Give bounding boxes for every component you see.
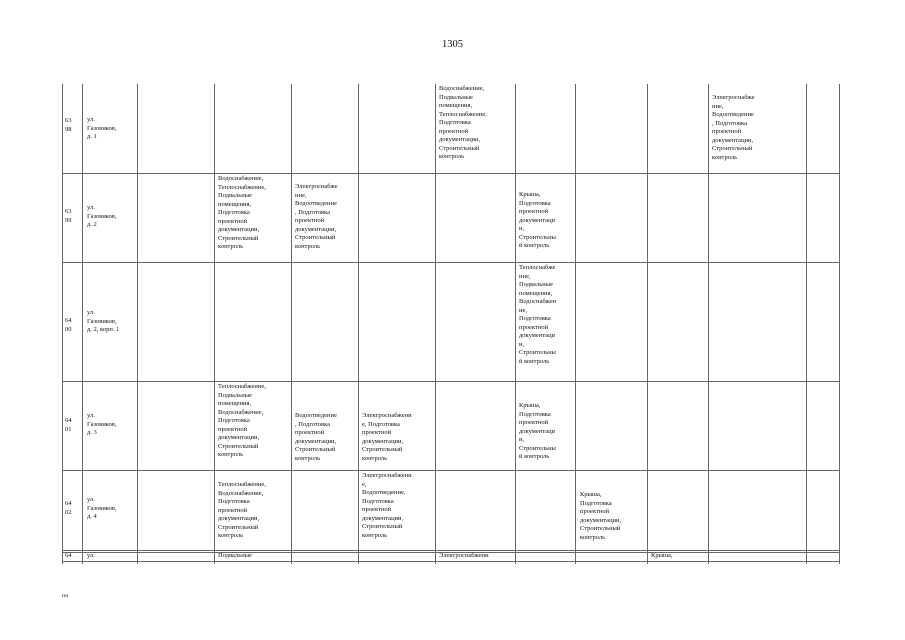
- works-cell: Теплоснабжение, Подвальные помещения, Водоснабжение, Подготовка проектной документации, Строительный контроль: [218, 383, 266, 458]
- works-cell: Электроснабжени е, Водоотведение, Подготовка проектной документации, Строительный контроль: [362, 472, 412, 539]
- works-cell: Водоотведение , Подготовка проектной документации, Строительный контроль: [295, 412, 337, 462]
- row-number: 63 98: [65, 117, 72, 133]
- column-divider: [647, 84, 648, 564]
- column-divider: [708, 84, 709, 564]
- works-cell: Крыша, Подготовка проектной документаци и, Строительны й контроль: [519, 402, 556, 460]
- works-cell: Электроснабжени е, Подготовка проектной документации, Строительный контроль: [362, 412, 412, 462]
- works-cell: Крыша, Подготовка проектной документаци и, Строительны й контроль: [519, 191, 556, 249]
- column-divider: [291, 84, 292, 564]
- row-divider: [62, 262, 840, 263]
- page-number: 1305: [442, 39, 463, 50]
- works-cell: Крыша,: [651, 552, 673, 559]
- address-cell: ул. Газовиков, д. 1: [87, 116, 117, 140]
- table-border-right: [839, 84, 840, 564]
- column-divider: [515, 84, 516, 564]
- works-cell: Водоснабжение, Подвальные помещения, Теплоснабжение, Подготовка проектной документации, Строительный контроль: [439, 85, 487, 160]
- address-cell: ул. Газовиков, д. 2, корп. 1: [87, 309, 120, 333]
- column-divider: [137, 84, 138, 564]
- works-cell: Водоснабжение, Теплоснабжение, Подвальные помещения, Подготовка проектной документации, Строительный контроль: [218, 175, 266, 250]
- table-border-bottom: [62, 561, 840, 562]
- column-divider: [82, 84, 83, 564]
- address-cell: ул.: [87, 552, 95, 559]
- works-cell: Подвальные: [218, 552, 252, 559]
- footer-mark: ии: [62, 593, 69, 599]
- column-divider: [358, 84, 359, 564]
- repair-schedule-table: [62, 84, 840, 564]
- works-cell: Крыша, Подготовка проектной документации, Строительный контроль: [580, 491, 622, 541]
- column-divider: [575, 84, 576, 564]
- row-number: 64 01: [65, 417, 72, 433]
- address-cell: ул. Газовиков, д. 2: [87, 204, 117, 228]
- row-number: 64 00: [65, 317, 72, 333]
- works-cell: Теплоснабжение, Водоснабжение, Подготовка проектной документации, Строительный контроль: [218, 481, 266, 539]
- column-divider: [214, 84, 215, 564]
- column-divider: [806, 84, 807, 564]
- works-cell: Электроснабже ние, Водоотведение , Подготовка проектной документации, Строительный контроль: [712, 94, 755, 161]
- row-number: 63 99: [65, 208, 72, 224]
- row-number: 64 02: [65, 500, 72, 516]
- row-divider: [62, 173, 840, 174]
- row-number: 64: [65, 552, 72, 559]
- works-cell: Электроснабже ние, Водоотведение , Подготовка проектной документации, Строительный контроль: [295, 183, 338, 250]
- column-divider: [435, 84, 436, 564]
- row-divider: [62, 381, 840, 382]
- table-border-left: [62, 84, 63, 564]
- address-cell: ул. Газовиков, д. 3: [87, 412, 117, 436]
- works-cell: Электроснабжени: [439, 552, 489, 559]
- row-divider: [62, 470, 840, 471]
- address-cell: ул. Газовиков, д. 4: [87, 496, 117, 520]
- works-cell: Теплоснабже ние, Подвальные помещения, Водоснабжен ие, Подготовка проектной документаци и, Строительны й контроль: [519, 264, 557, 365]
